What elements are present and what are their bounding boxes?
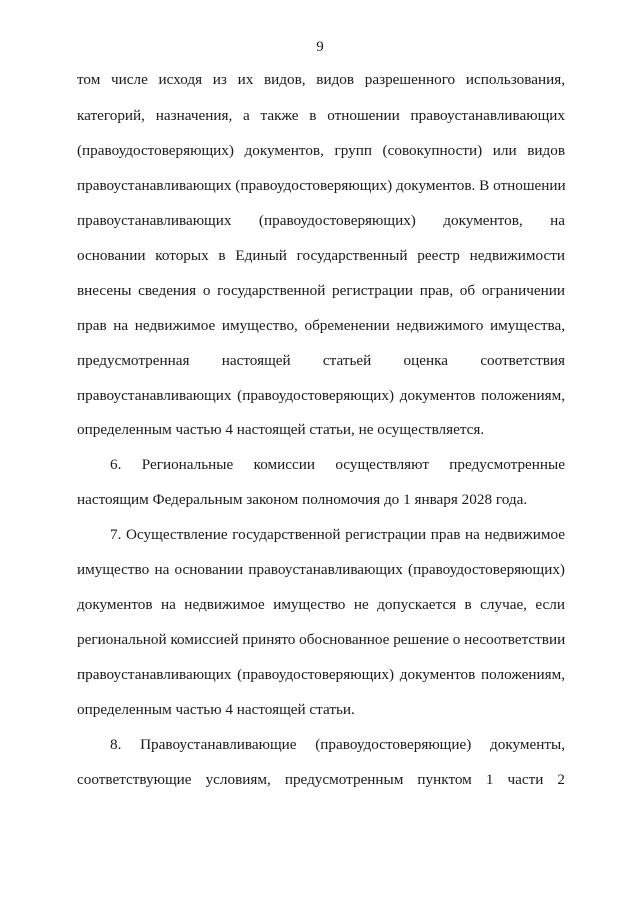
text-line: категорий, назначения, а также в отношении правоустанавливающих (77, 107, 565, 124)
text-line: правоустанавливающих (правоудостоверяющих) документов положениям, (77, 387, 565, 404)
text-line: прав на недвижимое имущество, обременении недвижимого имущества, (77, 317, 565, 334)
text-line: правоустанавливающих (правоудостоверяющих) документов, на (77, 212, 565, 229)
text-line: 7. Осуществление государственной регистрации прав на недвижимое (110, 526, 565, 543)
text-line: 8. Правоустанавливающие (правоудостоверяющие) документы, (110, 736, 565, 753)
text-line: том числе исходя из их видов, видов разрешенного использования, (77, 71, 565, 88)
text-line: основании которых в Единый государственный реестр недвижимости (77, 247, 565, 264)
text-line: 6. Региональные комиссии осуществляют предусмотренные (110, 456, 565, 473)
page-number: 9 (316, 39, 324, 55)
text-line: региональной комиссией принято обоснованное решение о несоответствии (77, 631, 566, 648)
text-line: (правоудостоверяющих) документов, групп (совокупности) или видов (77, 142, 565, 159)
text-line: определенным частью 4 настоящей статьи, не осуществляется. (77, 421, 485, 438)
text-line: внесены сведения о государственной регистрации прав, об ограничении (77, 282, 565, 299)
text-line: правоустанавливающих (правоудостоверяющих) документов. В отношении (77, 177, 566, 194)
text-line: соответствующие условиям, предусмотренным пунктом 1 части 2 (77, 771, 565, 788)
text-line: настоящим Федеральным законом полномочия до 1 января 2028 года. (77, 491, 528, 508)
text-line: предусмотренная настоящей статьей оценка соответствия (77, 352, 565, 369)
text-line: правоустанавливающих (правоудостоверяющих) документов положениям, (77, 666, 565, 683)
text-line: имущество на основании правоустанавливающих (правоудостоверяющих) (77, 561, 565, 578)
text-line: документов на недвижимое имущество не допускается в случае, если (77, 596, 565, 613)
text-line: определенным частью 4 настоящей статьи. (77, 701, 355, 718)
